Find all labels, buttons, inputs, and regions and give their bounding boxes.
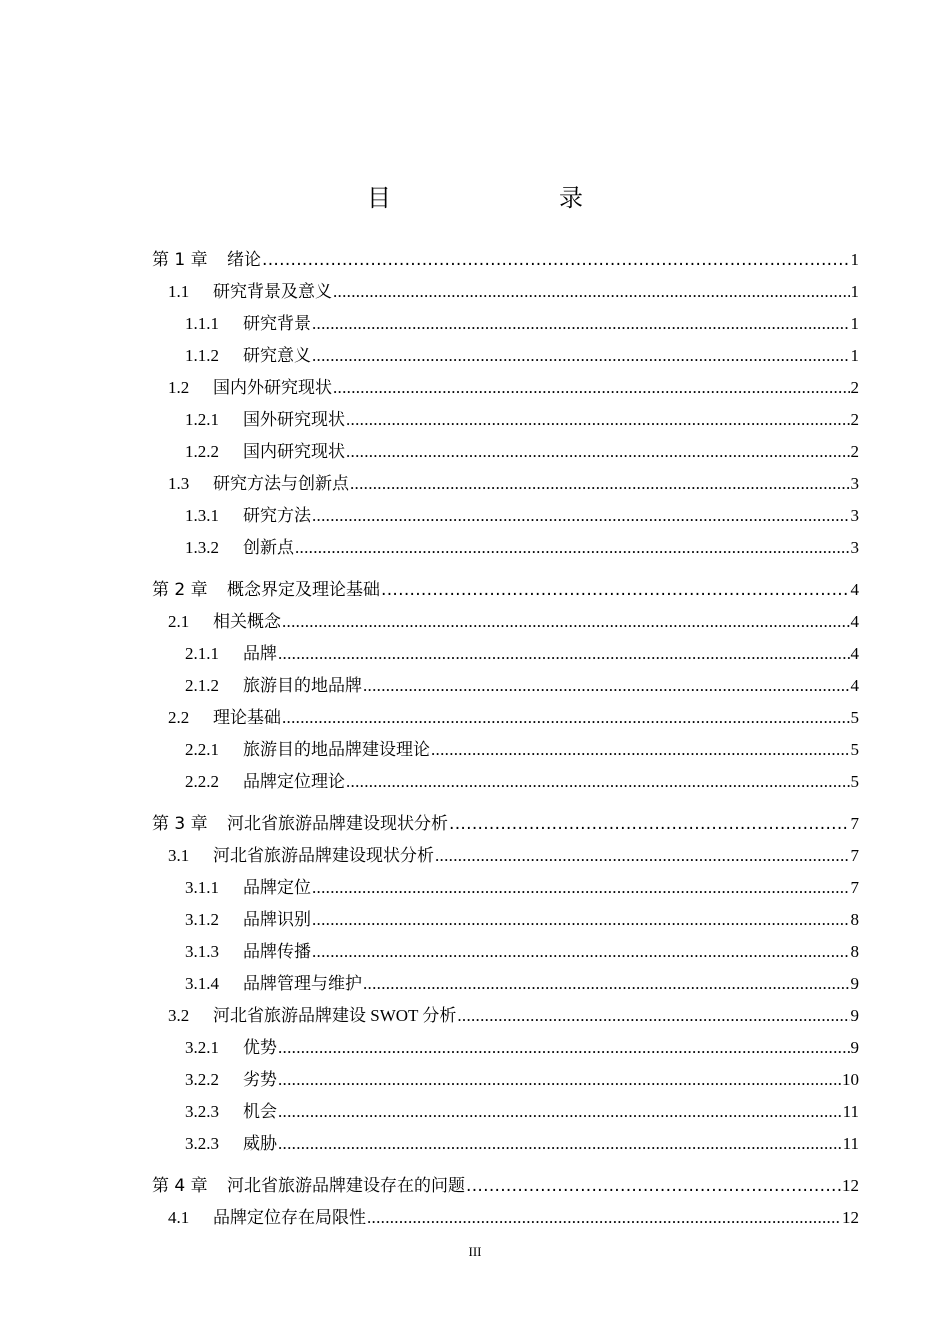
toc-section-entry[interactable] [152, 276, 859, 308]
toc-entry-title: 国内研究现状 [243, 442, 345, 461]
dot-leader [312, 936, 850, 968]
toc-entry-title: 研究意义 [243, 346, 311, 365]
dot-leader [350, 468, 850, 500]
toc-entry-number: 3.1.3 [185, 942, 219, 961]
toc-entry-page: 5 [850, 772, 859, 791]
toc-entry-page: 5 [850, 708, 859, 727]
toc-entry-title: 品牌传播 [243, 942, 311, 961]
toc-entry-page: 7 [850, 846, 859, 865]
toc-entry-title: 概念界定及理论基础 [227, 580, 380, 600]
toc-entry-title: 品牌识别 [243, 910, 311, 929]
toc-entry-title: 品牌定位 [243, 878, 311, 897]
dot-leader [466, 1170, 841, 1202]
dot-leader [312, 872, 850, 904]
toc-entry-number: 1.3.2 [185, 538, 219, 557]
toc-entry-page: 7 [850, 878, 859, 897]
dot-leader [367, 1202, 841, 1234]
toc-subsection-entry[interactable] [152, 308, 859, 340]
toc-entry-title: 创新点 [243, 538, 294, 557]
toc-entry-title: 品牌管理与维护 [243, 974, 362, 993]
toc-entry-page: 4 [850, 612, 859, 631]
toc-entry-number: 第 4 章 [152, 1176, 208, 1196]
toc-subsection-entry[interactable] [152, 1128, 859, 1160]
toc-subsection-entry[interactable] [152, 936, 859, 968]
toc-subsection-entry[interactable] [152, 904, 859, 936]
toc-entry-number: 3.2.1 [185, 1038, 219, 1057]
toc-entry-number: 第 1 章 [152, 250, 208, 270]
toc-entry-title: 河北省旅游品牌建设现状分析 [227, 814, 448, 834]
dot-leader [278, 1064, 841, 1096]
toc-entry-title: 机会 [243, 1102, 277, 1121]
toc-entry-page: 2 [850, 378, 859, 397]
toc-entry-number: 1.1.1 [185, 314, 219, 333]
toc-subsection-entry[interactable] [152, 1064, 859, 1096]
dot-leader [363, 670, 850, 702]
toc-entry-title: 旅游目的地品牌 [243, 676, 362, 695]
toc-entry-page: 2 [850, 410, 859, 429]
toc-entry-number: 2.1.1 [185, 644, 219, 663]
toc-entry-number: 1.3 [168, 474, 190, 493]
toc-entry-number: 3.1.2 [185, 910, 219, 929]
dot-leader [262, 244, 850, 276]
toc-entry-number: 1.2 [168, 378, 190, 397]
toc-entry-page: 8 [850, 942, 859, 961]
toc-entry-title: 研究背景 [243, 314, 311, 333]
toc-entry-title: 相关概念 [213, 612, 281, 631]
toc-entry-number: 1.3.1 [185, 506, 219, 525]
dot-leader [346, 436, 850, 468]
toc-section-entry[interactable] [152, 1202, 859, 1234]
dot-leader [282, 702, 850, 734]
toc-entry-title: 研究方法 [243, 506, 311, 525]
dot-leader [363, 968, 850, 1000]
toc-chapter-entry[interactable] [152, 574, 859, 606]
dot-leader [457, 1000, 849, 1032]
dot-leader [381, 574, 850, 606]
dot-leader [278, 1032, 850, 1064]
toc-entry-number: 3.1.1 [185, 878, 219, 897]
dot-leader [333, 276, 850, 308]
toc-entry-page: 3 [850, 538, 859, 557]
toc-entry-title: 理论基础 [213, 708, 281, 727]
toc-entry-number: 3.2.2 [185, 1070, 219, 1089]
toc-entry-page: 1 [850, 346, 859, 365]
dot-leader [295, 532, 850, 564]
dot-leader [278, 1096, 842, 1128]
toc-entry-title: 研究背景及意义 [213, 282, 332, 301]
dot-leader [312, 308, 850, 340]
dot-leader [312, 904, 850, 936]
dot-leader [278, 1128, 842, 1160]
toc-subsection-entry[interactable] [152, 670, 859, 702]
toc-section-entry[interactable] [152, 468, 859, 500]
toc-entry-title: 河北省旅游品牌建设存在的问题 [227, 1176, 465, 1196]
toc-entry-number: 第 2 章 [152, 580, 208, 600]
toc-entry-number: 2.2.1 [185, 740, 219, 759]
toc-subsection-entry[interactable] [152, 638, 859, 670]
toc-entry-page: 4 [850, 580, 859, 599]
dot-leader [312, 340, 850, 372]
toc-entry-page: 5 [850, 740, 859, 759]
toc-entry-page: 1 [850, 314, 859, 333]
toc-entry-number: 2.1.2 [185, 676, 219, 695]
toc-subsection-entry[interactable] [152, 1032, 859, 1064]
toc-subsection-entry[interactable] [152, 532, 859, 564]
toc-entry-number: 1.1 [168, 282, 190, 301]
toc-entry-title: 旅游目的地品牌建设理论 [243, 740, 430, 759]
toc-entry-number: 1.2.2 [185, 442, 219, 461]
toc-section-entry[interactable] [152, 606, 859, 638]
toc-entry-title: 优势 [243, 1038, 277, 1057]
dot-leader [282, 606, 850, 638]
toc-entry-number: 3.2.3 [185, 1134, 219, 1153]
toc-entry-number: 3.1 [168, 846, 190, 865]
toc-entry-number: 1.2.1 [185, 410, 219, 429]
toc-entry-page: 8 [850, 910, 859, 929]
dot-leader [346, 404, 850, 436]
toc-entry-title: 研究方法与创新点 [213, 474, 349, 493]
dot-leader [278, 638, 850, 670]
toc-entry-title: 河北省旅游品牌建设现状分析 [213, 846, 434, 865]
toc-entry-title: 品牌定位理论 [243, 772, 345, 791]
dot-leader [449, 808, 850, 840]
dot-leader [333, 372, 850, 404]
toc-title: 目 录 [367, 186, 623, 212]
toc-subsection-entry[interactable] [152, 1096, 859, 1128]
dot-leader [312, 500, 850, 532]
toc-entry-number: 3.1.4 [185, 974, 219, 993]
toc-entry-title: 国外研究现状 [243, 410, 345, 429]
toc-entry-number: 3.2.3 [185, 1102, 219, 1121]
toc-entry-number: 2.2.2 [185, 772, 219, 791]
page-number-footer: III [468, 1244, 482, 1259]
toc-subsection-entry[interactable] [152, 734, 859, 766]
toc-entry-page: 4 [850, 644, 859, 663]
toc-subsection-entry[interactable] [152, 436, 859, 468]
toc-entry-page: 1 [850, 250, 859, 269]
toc-entry-number: 第 3 章 [152, 814, 208, 834]
toc-entry-page: 9 [850, 1006, 859, 1025]
toc-entry-title: 威胁 [243, 1134, 277, 1153]
dot-leader [431, 734, 850, 766]
toc-entry-title: 劣势 [243, 1070, 277, 1089]
toc-entry-page: 4 [850, 676, 859, 695]
toc-entry-title: 河北省旅游品牌建设 SWOT 分析 [213, 1006, 457, 1025]
toc-chapter-entry[interactable] [152, 244, 859, 276]
toc-entry-title: 品牌 [243, 644, 277, 663]
toc-entry-page: 1 [850, 282, 859, 301]
toc-entry-page: 12 [842, 1176, 859, 1195]
toc-subsection-entry[interactable] [152, 872, 859, 904]
toc-entry-number: 4.1 [168, 1208, 190, 1227]
toc-entry-title: 绪论 [227, 250, 261, 270]
toc-section-entry[interactable] [152, 840, 859, 872]
dot-leader [346, 766, 850, 798]
toc-section-entry[interactable] [152, 1000, 859, 1032]
toc-chapter-entry[interactable] [152, 1170, 859, 1202]
toc-chapter-entry[interactable] [152, 808, 859, 840]
toc-subsection-entry[interactable] [152, 340, 859, 372]
toc-subsection-entry[interactable] [152, 404, 859, 436]
toc-entry-number: 2.1 [168, 612, 190, 631]
dot-leader [435, 840, 850, 872]
toc-subsection-entry[interactable] [152, 968, 859, 1000]
toc-entry-page: 3 [850, 506, 859, 525]
toc-section-entry[interactable] [152, 702, 859, 734]
table-of-contents [152, 244, 859, 1234]
toc-section-entry[interactable] [152, 372, 859, 404]
toc-entry-page: 11 [842, 1134, 859, 1153]
toc-entry-title: 国内外研究现状 [213, 378, 332, 397]
toc-entry-title: 品牌定位存在局限性 [213, 1208, 366, 1227]
toc-subsection-entry[interactable] [152, 500, 859, 532]
toc-entry-page: 3 [850, 474, 859, 493]
toc-entry-page: 11 [842, 1102, 859, 1121]
toc-entry-number: 2.2 [168, 708, 190, 727]
toc-entry-page: 9 [850, 1038, 859, 1057]
toc-entry-page: 10 [842, 1070, 859, 1089]
toc-entry-number: 1.1.2 [185, 346, 219, 365]
toc-entry-page: 7 [850, 814, 859, 833]
toc-entry-page: 2 [850, 442, 859, 461]
toc-entry-page: 9 [850, 974, 859, 993]
toc-entry-number: 3.2 [168, 1006, 190, 1025]
toc-subsection-entry[interactable] [152, 766, 859, 798]
toc-entry-page: 12 [842, 1208, 859, 1227]
